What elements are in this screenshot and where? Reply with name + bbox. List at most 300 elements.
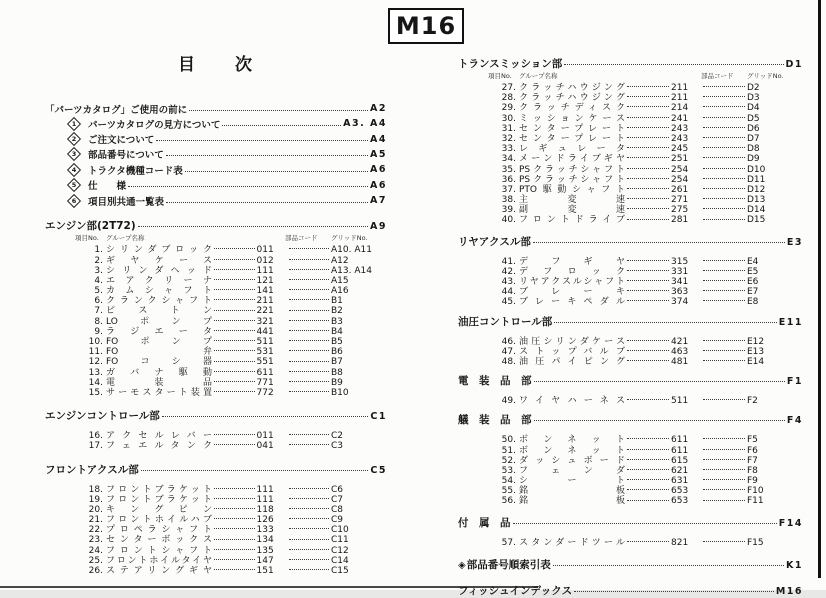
item-part-code: 772	[256, 387, 274, 398]
item-part-code: 243	[671, 123, 689, 134]
dot-leader	[214, 279, 255, 280]
dot-leader	[703, 340, 745, 341]
item-number: 47.	[501, 346, 516, 357]
item-name: ミッションケース	[519, 113, 625, 124]
item-name: ピストン	[106, 306, 212, 317]
dot-leader	[627, 399, 669, 400]
item-grid-no: B5	[331, 337, 343, 348]
dot-leader	[703, 350, 745, 351]
page-ref: A9	[370, 221, 387, 233]
item-name: エアクリーナ	[106, 275, 212, 286]
item-name: クランクシャフト	[106, 296, 212, 307]
item-part-code: 611	[671, 445, 689, 456]
dot-leader	[703, 260, 745, 261]
item-part-code: 481	[671, 356, 689, 367]
toc-item-row	[458, 393, 803, 407]
dot-leader	[627, 147, 669, 148]
page-ref: A4	[370, 133, 387, 145]
item-number: 19.	[88, 494, 103, 505]
dot-leader	[214, 391, 255, 392]
item-grid-no: A15	[331, 275, 349, 286]
item-grid-no: D14	[747, 205, 766, 216]
page-ref: A6	[370, 164, 387, 176]
item-grid-no: E7	[747, 287, 759, 298]
dot-leader	[703, 479, 745, 480]
dot-leader	[289, 539, 330, 540]
dot-leader	[627, 219, 669, 220]
dot-leader	[534, 420, 785, 421]
dot-leader	[703, 500, 745, 501]
item-part-code: 133	[256, 525, 274, 536]
item-name: クラッチハウジング	[519, 83, 625, 93]
toc-title: 目 次	[178, 55, 254, 75]
preface-item-label: トラクタ機種コード表	[88, 165, 183, 177]
item-name: プロペラシャフト	[106, 525, 212, 536]
dot-leader	[289, 361, 330, 362]
item-number: 7.	[94, 306, 103, 317]
dot-leader	[214, 518, 255, 519]
page-ref: A7	[370, 195, 387, 207]
item-part-code: 118	[256, 504, 274, 515]
dot-leader	[214, 248, 255, 249]
toc-section-title-row	[45, 462, 387, 476]
toc-item-row	[458, 254, 803, 267]
dot-leader	[703, 489, 745, 490]
preface-item-row	[45, 147, 387, 162]
preface-block	[45, 101, 387, 208]
item-number: 45.	[501, 297, 516, 308]
item-name: ボンネット	[519, 435, 625, 446]
item-part-code: 331	[671, 266, 689, 277]
dot-leader	[214, 299, 255, 300]
dot-leader	[627, 469, 669, 470]
item-name: シリンダブロック	[106, 245, 212, 256]
item-part-code: 214	[671, 103, 689, 114]
item-number: 34.	[501, 154, 516, 165]
dot-leader	[703, 178, 745, 179]
item-grid-no: F8	[747, 465, 758, 476]
item-number: 38.	[501, 195, 516, 206]
item-name: メーンドライブギヤ	[519, 154, 625, 165]
item-grid-no: B7	[331, 357, 343, 368]
page-ref: K1	[786, 559, 803, 571]
dot-leader	[703, 157, 745, 158]
col-header-group-name: グループ名称	[106, 234, 145, 243]
page-ref: C1	[370, 411, 387, 423]
col-header-group-name: グループ名称	[519, 72, 558, 80]
item-number: 24.	[88, 545, 103, 556]
dot-leader	[214, 559, 255, 560]
item-part-code: 321	[256, 316, 274, 327]
item-number: 44.	[501, 287, 516, 298]
preface-item-label: パーツカタログの見方について	[88, 119, 221, 131]
toc-section-title-row	[458, 314, 803, 328]
item-grid-no: A12	[331, 255, 349, 266]
item-name: レギュレータ	[519, 144, 625, 155]
left-column	[45, 50, 387, 577]
dot-leader	[289, 320, 330, 321]
dot-leader	[703, 147, 745, 148]
item-number: 25.	[88, 555, 103, 566]
dot-leader	[214, 569, 255, 570]
dot-leader	[289, 259, 330, 260]
item-part-code: 261	[671, 184, 689, 195]
dot-leader	[703, 290, 745, 291]
item-name: ストップバルブ	[519, 346, 625, 357]
item-name: フェエルタンク	[106, 441, 212, 452]
item-grid-no: C11	[331, 535, 349, 546]
dot-leader	[627, 290, 669, 291]
item-name: LOポンプ	[106, 316, 212, 327]
page-ref: A3. A4	[343, 118, 387, 130]
dot-leader	[289, 498, 330, 499]
item-name: センタープレート	[519, 123, 625, 134]
item-number: 35.	[501, 164, 516, 175]
dot-leader	[703, 137, 745, 138]
col-header-item-no: 項目No.	[488, 72, 512, 80]
item-part-code: 041	[256, 441, 274, 452]
dot-leader	[214, 310, 255, 311]
toc-section-title-row	[45, 218, 387, 232]
item-name: ダッシュボード	[519, 455, 625, 466]
item-name: 油圧シリンダケース	[519, 336, 625, 347]
dot-leader	[703, 127, 745, 128]
dot-leader	[703, 86, 745, 87]
item-part-code: 251	[671, 154, 689, 165]
dot-leader	[214, 289, 255, 290]
dot-leader	[289, 299, 330, 300]
dot-leader	[703, 280, 745, 281]
item-number: 36.	[501, 174, 516, 185]
item-part-code: 243	[671, 133, 689, 144]
dot-leader	[627, 500, 669, 501]
item-part-code: 621	[671, 465, 689, 476]
item-grid-no: A16	[331, 286, 349, 297]
dot-leader	[289, 559, 330, 560]
item-part-code: 245	[671, 144, 689, 155]
item-name: シリンダヘッド	[106, 265, 212, 276]
item-grid-no: C12	[331, 545, 349, 556]
item-part-code: 275	[671, 205, 689, 216]
item-number: 49.	[501, 396, 516, 407]
item-part-code: 111	[256, 484, 274, 495]
preface-items	[45, 116, 387, 208]
item-grid-no: D15	[747, 215, 766, 226]
dot-leader	[289, 569, 330, 570]
dot-leader	[289, 310, 330, 311]
preface-item-row	[45, 116, 387, 131]
diamond-number: 4	[71, 165, 77, 174]
diamond-number-icon	[67, 132, 81, 146]
page-tag: M16	[395, 12, 457, 40]
index-link-row	[458, 583, 803, 597]
item-name: フロントブラケット	[106, 494, 212, 505]
col-header-part-code: 部品コード	[285, 234, 318, 243]
dot-leader	[703, 399, 745, 400]
item-grid-no: D2	[747, 83, 760, 93]
item-name: 主変速	[519, 195, 625, 206]
item-name: フロントドライブ	[519, 215, 625, 226]
item-part-code: 121	[256, 275, 274, 286]
item-grid-no: F6	[747, 445, 758, 456]
item-grid-no: A10. A11	[331, 245, 372, 256]
item-grid-no: D11	[747, 174, 766, 185]
item-grid-no: D5	[747, 113, 760, 124]
page-ref: M16	[775, 585, 803, 597]
toc-section-title-row	[458, 373, 803, 387]
item-grid-no: D13	[747, 195, 766, 206]
section-title: リヤアクスル部	[458, 235, 531, 248]
column-header-row	[458, 70, 803, 80]
item-part-code: 421	[671, 336, 689, 347]
item-grid-no: D7	[747, 133, 760, 144]
dot-leader	[703, 198, 745, 199]
item-number: 3.	[94, 265, 103, 276]
item-number: 23.	[88, 535, 103, 546]
item-name: ブレーキペダル	[519, 297, 625, 308]
item-grid-no: F5	[747, 435, 758, 446]
preface-item-row	[45, 131, 387, 146]
item-name: フロントホイルハブ	[106, 515, 212, 526]
item-name: シート	[519, 476, 625, 487]
item-part-code: 211	[671, 93, 689, 104]
dot-leader	[703, 300, 745, 301]
item-grid-no: B9	[331, 377, 343, 388]
item-name: FOポンプ	[106, 337, 212, 348]
item-grid-no: E14	[747, 356, 765, 367]
item-number: 6.	[94, 296, 103, 307]
page-ref: F14	[778, 517, 803, 529]
dot-leader	[627, 438, 669, 439]
dot-leader	[703, 449, 745, 450]
item-name: キングピン	[106, 504, 212, 515]
item-number: 37.	[501, 184, 516, 195]
toc-item-row	[45, 428, 387, 442]
item-grid-no: B2	[331, 306, 343, 317]
item-name: ボンネット	[519, 445, 625, 456]
preface-item-label: 項目別共通一覧表	[88, 196, 165, 208]
item-name: PSクラッチシャフト	[519, 174, 625, 185]
item-name: スタンダードツール	[519, 537, 625, 548]
item-name: ラジエータ	[106, 326, 212, 337]
item-grid-no: E6	[747, 277, 759, 287]
item-number: 32.	[501, 133, 516, 144]
dot-leader	[214, 320, 255, 321]
index-diamond-icon: ◈	[458, 559, 466, 571]
dot-leader	[703, 270, 745, 271]
item-grid-no: C14	[331, 555, 349, 566]
item-name: カムシャフト	[106, 286, 212, 297]
left-sections	[45, 218, 387, 577]
item-number: 46.	[501, 336, 516, 347]
item-number: 27.	[501, 83, 516, 93]
dot-leader	[513, 523, 777, 524]
scan-edge-right	[818, 0, 821, 578]
item-name: 油圧パイピング	[519, 356, 625, 367]
section-title: フロントアクスル部	[45, 463, 139, 476]
item-part-code: 615	[671, 455, 689, 466]
dot-leader	[214, 381, 255, 382]
item-grid-no: C9	[331, 515, 344, 526]
dot-leader	[214, 434, 255, 435]
page-ref: D1	[785, 59, 803, 70]
item-name: ガバナ駆動	[106, 367, 212, 378]
item-grid-no: C15	[331, 566, 349, 577]
dot-leader	[627, 168, 669, 169]
item-number: 41.	[501, 256, 516, 267]
item-name: フロントホイルタイヤ	[106, 555, 212, 566]
toc-section-title-row	[45, 408, 387, 422]
dot-leader	[214, 508, 255, 509]
dot-leader	[214, 488, 255, 489]
diamond-number: 3	[71, 150, 77, 159]
section-title: 艤 装 品 部	[458, 414, 532, 427]
dot-leader	[627, 541, 669, 542]
dot-leader	[627, 127, 669, 128]
item-name: フロントブラケット	[106, 484, 212, 495]
item-part-code: 611	[256, 367, 274, 378]
item-part-code: 126	[256, 515, 274, 526]
item-part-code: 511	[256, 337, 274, 348]
item-name: サーモスタート装置	[106, 387, 212, 398]
item-grid-no: E8	[747, 297, 759, 308]
dot-leader	[703, 541, 745, 542]
item-grid-no: B10	[331, 387, 349, 398]
section-title: 付 属 品	[458, 516, 511, 529]
dot-leader	[627, 188, 669, 189]
dot-leader	[703, 106, 745, 107]
preface-item-row	[45, 162, 387, 177]
dot-leader	[703, 188, 745, 189]
item-name: 銘板	[519, 486, 625, 497]
item-grid-no: F15	[747, 537, 764, 548]
item-grid-no: F10	[747, 486, 764, 497]
dot-leader	[289, 381, 330, 382]
right-sections	[458, 56, 803, 548]
item-part-code: 771	[256, 377, 274, 388]
item-name: アクセルレバー	[106, 431, 212, 442]
item-number: 16.	[88, 431, 103, 442]
page-ref: A5	[370, 148, 387, 160]
item-number: 55.	[501, 486, 516, 497]
item-part-code: 241	[671, 113, 689, 124]
item-grid-no: F7	[747, 455, 758, 466]
dot-leader	[534, 381, 785, 382]
dot-leader	[289, 549, 330, 550]
page-ref: F1	[786, 376, 803, 388]
dot-leader	[289, 330, 330, 331]
page-ref: A6	[370, 179, 387, 191]
dot-leader	[214, 549, 255, 550]
item-part-code: 134	[256, 535, 274, 546]
item-name: クラッチハウジング	[519, 93, 625, 104]
page-tag-box	[388, 8, 464, 44]
item-part-code: 611	[671, 435, 689, 446]
dot-leader	[627, 86, 669, 87]
right-column	[458, 56, 803, 597]
dot-leader	[289, 289, 330, 290]
item-grid-no: B8	[331, 367, 343, 378]
diamond-number: 1	[71, 119, 77, 128]
preface-item-row	[45, 178, 387, 193]
item-number: 9.	[94, 326, 103, 337]
toc-item-row	[45, 242, 387, 256]
toc-section-title-row	[458, 412, 803, 426]
item-part-code: 463	[671, 346, 689, 357]
dot-leader	[703, 117, 745, 118]
diamond-number-icon	[67, 147, 81, 161]
item-part-code: 531	[256, 347, 274, 358]
dot-leader	[627, 360, 669, 361]
dot-leader	[289, 508, 330, 509]
item-number: 14.	[88, 377, 103, 388]
item-name: クラッチディスク	[519, 103, 625, 114]
item-grid-no: B1	[331, 296, 343, 307]
diamond-number: 2	[71, 134, 77, 143]
dot-leader	[703, 168, 745, 169]
item-number: 29.	[501, 103, 516, 114]
dot-leader	[214, 330, 255, 331]
col-header-item-no: 項目No.	[75, 234, 99, 243]
dot-leader	[574, 591, 774, 592]
dot-leader	[627, 260, 669, 261]
dot-leader	[156, 140, 368, 141]
item-grid-no: A13. A14	[331, 265, 372, 276]
dot-leader	[627, 198, 669, 199]
item-name: 銘板	[519, 496, 625, 507]
item-grid-no: D4	[747, 103, 760, 114]
item-grid-no: C7	[331, 494, 344, 505]
item-part-code: 111	[256, 494, 274, 505]
dot-leader	[214, 444, 255, 445]
item-part-code: 551	[256, 357, 274, 368]
item-part-code: 011	[256, 431, 274, 442]
toc-section-title-row	[458, 234, 803, 248]
item-name: リヤアクスルシャフト	[519, 277, 625, 287]
item-number: 13.	[88, 367, 103, 378]
dot-leader	[141, 470, 369, 471]
dot-leader	[703, 208, 745, 209]
item-part-code: 315	[671, 256, 689, 267]
item-grid-no: E5	[747, 266, 759, 277]
item-part-code: 821	[671, 537, 689, 548]
item-number: 52.	[501, 455, 516, 466]
item-part-code: 141	[256, 286, 274, 297]
item-number: 17.	[88, 441, 103, 452]
item-number: 39.	[501, 205, 516, 216]
item-number: 40.	[501, 215, 516, 226]
dot-leader	[289, 340, 330, 341]
item-part-code: 111	[256, 265, 274, 276]
item-part-code: 221	[256, 306, 274, 317]
dot-leader	[627, 270, 669, 271]
dot-leader	[703, 438, 745, 439]
item-name: デフギヤ	[519, 256, 625, 267]
dot-leader	[703, 360, 745, 361]
item-number: 1.	[94, 245, 103, 256]
dot-leader	[289, 391, 330, 392]
item-grid-no: F2	[747, 396, 758, 407]
item-name: PTO駆動シャフト	[519, 184, 625, 195]
item-part-code: 271	[671, 195, 689, 206]
item-part-code: 363	[671, 287, 689, 298]
item-name: デフロック	[519, 266, 625, 277]
preface-title-row	[45, 101, 387, 116]
footer-links	[458, 557, 803, 597]
item-number: 8.	[94, 316, 103, 327]
index-link-row	[458, 557, 803, 571]
item-part-code: 211	[671, 83, 689, 93]
